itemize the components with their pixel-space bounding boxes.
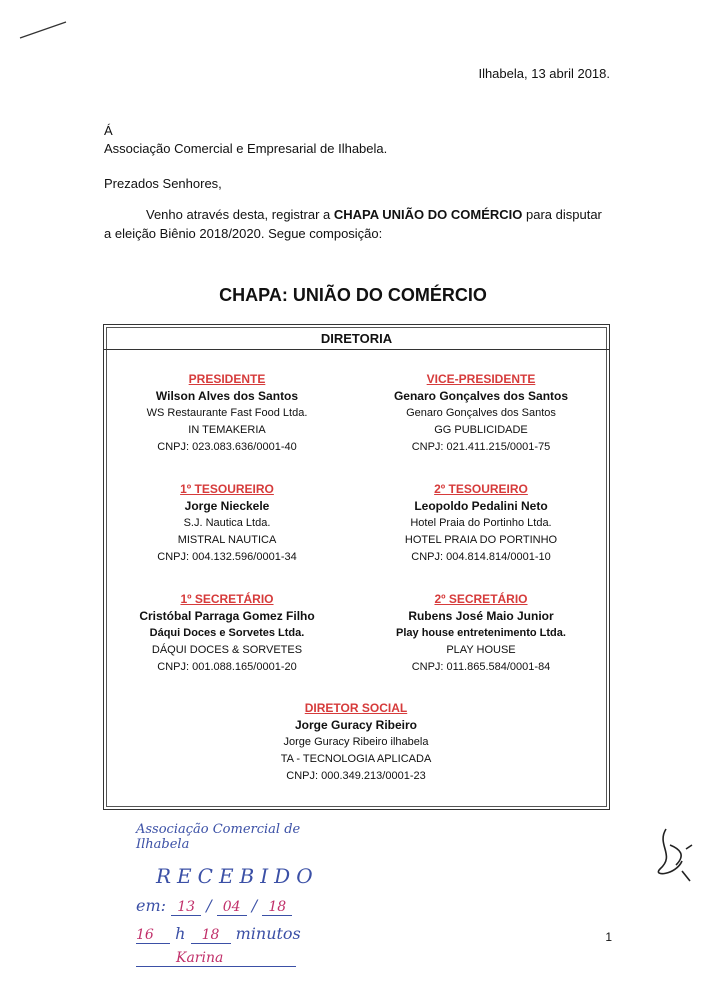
stamp-date-row: em: 13 / 04 / 18 (136, 896, 356, 916)
member-role: 1º TESOUREIRO (180, 482, 274, 496)
body-text-end: para disputar a eleição Biênio 2018/2020. Segue composição: (104, 207, 602, 241)
member-company: Dáqui Doces e Sorvetes Ltda. (149, 627, 305, 639)
stamp-hour: 16 (136, 927, 170, 944)
stamp-minutes: 18 (191, 927, 231, 944)
member-role: DIRETOR SOCIAL (304, 701, 408, 715)
board-table (103, 324, 610, 810)
recipient-block (104, 122, 387, 158)
member-cnpj: CNPJ: 004.132.596/0001-34 (157, 551, 297, 563)
member-cnpj: CNPJ: 001.088.165/0001-20 (157, 661, 297, 673)
handwritten-signature (646, 825, 696, 885)
body-text-start: Venho através desta, registrar a (146, 207, 334, 222)
member-role: 2º TESOUREIRO (434, 482, 528, 496)
member-cnpj: CNPJ: 000.349.213/0001-23 (286, 770, 426, 782)
stamp-h-label: h (175, 924, 186, 943)
member-vice-presidente (366, 371, 596, 456)
member-brand: MISTRAL NAUTICA (177, 534, 277, 546)
body-paragraph (104, 205, 604, 243)
member-role: 2º SECRETÁRIO (434, 592, 528, 606)
stamp-minutes-label: minutos (235, 924, 301, 943)
member-name: Rubens José Maio Junior (408, 609, 554, 623)
member-cnpj: CNPJ: 004.814.814/0001-10 (411, 551, 551, 563)
stamp-received: RECEBIDO (156, 864, 319, 888)
member-role: PRESIDENTE (188, 372, 266, 386)
member-brand: IN TEMAKERIA (188, 424, 266, 436)
member-brand: DÁQUI DOCES & SORVETES (151, 644, 303, 656)
member-1-tesoureiro (112, 481, 342, 566)
stamp-signature-row (136, 950, 356, 967)
member-company: Hotel Praia do Portinho Ltda. (410, 517, 552, 529)
member-company: Play house entretenimento Ltda. (396, 627, 566, 639)
member-name: Genaro Gonçalves dos Santos (393, 389, 569, 403)
member-role: 1º SECRETÁRIO (180, 592, 274, 606)
greeting: Prezados Senhores, (104, 176, 222, 191)
member-1-secretario (112, 591, 342, 676)
member-name: Wilson Alves dos Santos (155, 389, 299, 403)
stamp-day: 13 (171, 899, 201, 916)
member-company: Jorge Guracy Ribeiro ilhabela (283, 736, 429, 748)
stamp-signed-by: Karina (136, 950, 296, 967)
member-name: Jorge Guracy Ribeiro (294, 718, 418, 732)
member-name: Leopoldo Pedalini Neto (414, 499, 548, 513)
stamp-month: 04 (217, 899, 247, 916)
member-brand: HOTEL PRAIA DO PORTINHO (404, 534, 558, 546)
member-diretor-social (241, 700, 471, 785)
body-text-bold: CHAPA UNIÃO DO COMÉRCIO (333, 207, 523, 222)
member-brand: PLAY HOUSE (446, 644, 516, 656)
stamp-time-row (136, 924, 356, 944)
member-2-tesoureiro (366, 481, 596, 566)
date-line: Ilhabela, 13 abril 2018. (478, 66, 610, 81)
received-stamp (136, 822, 356, 967)
board-header: DIRETORIA (104, 325, 609, 350)
member-cnpj: CNPJ: 023.083.636/0001-40 (157, 441, 297, 453)
member-name: Cristóbal Parraga Gomez Filho (139, 609, 315, 623)
stamp-em-label: em: (136, 896, 167, 915)
stamp-association: Associação Comercial de Ilhabela (136, 822, 301, 852)
member-presidente (112, 371, 342, 456)
member-cnpj: CNPJ: 011.865.584/0001-84 (411, 661, 551, 673)
page-number: 1 (605, 930, 612, 944)
pen-stroke-mark (18, 20, 68, 40)
member-name: Jorge Nieckele (184, 499, 270, 513)
member-role: VICE-PRESIDENTE (426, 372, 536, 386)
recipient-name: Associação Comercial e Empresarial de Ilhabela. (104, 141, 388, 156)
member-company: WS Restaurante Fast Food Ltda. (146, 407, 308, 419)
member-company: S.J. Nautica Ltda. (183, 517, 271, 529)
member-brand: GG PUBLICIDADE (434, 424, 528, 436)
member-brand: TA - TECNOLOGIA APLICADA (280, 753, 432, 765)
stamp-year: 18 (262, 899, 292, 916)
member-cnpj: CNPJ: 021.411.215/0001-75 (411, 441, 551, 453)
member-2-secretario (366, 591, 596, 676)
chapa-title: CHAPA: UNIÃO DO COMÉRCIO (219, 285, 487, 305)
recipient-line: Á (104, 123, 113, 138)
member-company: Genaro Gonçalves dos Santos (406, 407, 556, 419)
